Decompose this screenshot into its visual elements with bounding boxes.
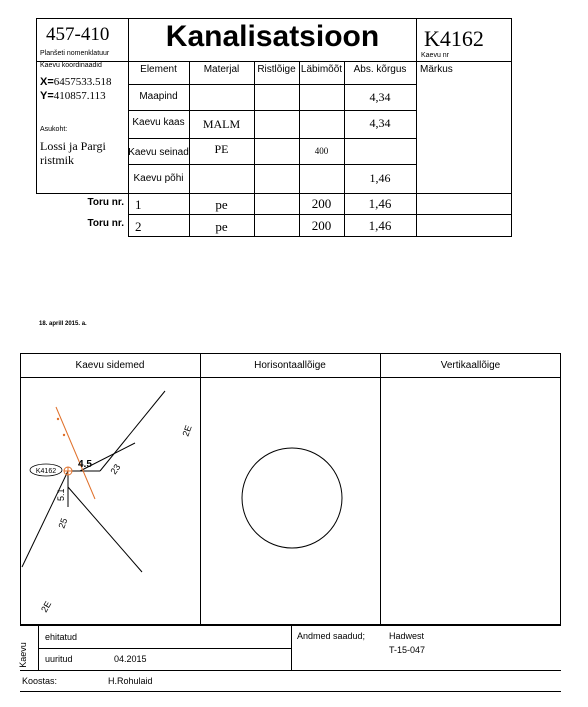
location-line2: ristmik [40,153,75,167]
pipe-label-top: 2E [180,423,194,438]
row-height: 4,34 [369,116,391,130]
well-label: Kaevu nr [421,52,450,59]
header-cross-section: Ristlõige [257,64,296,75]
coord-y-prefix: Y= [40,90,54,102]
plan-label: Planšeti nomenklatuur [40,50,110,57]
horizontal-section [200,377,380,625]
row-element: Kaevu seinad [128,147,189,158]
pipe-height: 1,46 [368,218,392,233]
header-remarks: Märkus [420,64,453,75]
row-material: MALM [202,117,241,131]
panel-title-vertical: Vertikaallõige [440,360,501,371]
location-label: Asukoht: [40,126,68,133]
header-abs-height: Abs. kõrgus [353,64,407,75]
row-height: 1,46 [369,171,391,185]
panel-title-connections: Kaevu sidemed [75,360,145,371]
footer-built-label: ehitatud [45,632,78,642]
header-diameter: Läbimõõt [300,64,343,75]
coord-x-prefix: X= [40,76,54,88]
dimension-right: 4.5 [78,459,92,470]
pipe-label-25: 25 [56,516,70,530]
pipe-label: Toru nr. [87,218,124,229]
pipe-diameter: 200 [311,218,332,233]
panel-title-horizontal: Horisontaallõige [254,360,326,371]
footer-side-label: Kaevu [17,642,28,668]
coord-y-value: 410857.113 [53,90,106,102]
survey-line [56,407,95,499]
row-material: PE [214,142,229,156]
pipe-line-25 [68,487,142,572]
row-element: Maapind [139,91,178,102]
pipe-number: 1 [135,197,142,212]
pipe-line-23 [100,391,165,471]
plan-number: 457-410 [46,24,110,45]
footer-data-label: Andmed saadud; [297,631,366,641]
footer-data-source: Hadwest [389,631,425,641]
location-line1: Lossi ja Pargi [40,139,106,153]
survey-tick [57,418,59,420]
footer-author-label: Koostas: [22,676,58,686]
header-element: Element [140,64,177,75]
pipe-label-23: 23 [108,462,123,477]
footer-surveyed-label: uuritud [45,654,73,664]
header-material: Materjal [203,64,240,75]
pipe-number: 2 [135,219,142,234]
coords-label: Kaevu koordinaadid [40,62,102,69]
pipe-diameter: 200 [311,196,332,211]
dimension-down: 5.1 [56,488,66,501]
row-diameter: 400 [314,146,329,156]
row-element: Kaevu põhi [133,173,184,184]
pipe-label: Toru nr. [87,197,124,208]
footer-author-name: H.Rohulaid [108,676,153,686]
well-section-circle [242,448,342,548]
coord-x [40,76,112,88]
pipe-material: pe [215,197,228,212]
pipe-label-bottom: 2E [39,599,54,614]
survey-tick [63,434,65,436]
pipe-height: 1,46 [368,196,392,211]
connections-sketch [20,377,200,625]
footer-surveyed-date: 04.2015 [114,654,147,664]
well-id: K4162 [424,26,484,51]
page-title: Kanalisatsioon [165,20,380,53]
row-height: 4,34 [369,90,391,104]
document-date: 18. aprill 2015. a. [39,321,87,327]
pipe-material: pe [215,219,228,234]
coord-y [40,90,106,102]
row-element: Kaevu kaas [132,117,185,128]
coord-x-value: 6457533.518 [53,76,112,88]
well-tag: K4162 [35,468,57,475]
footer-data-code: T-15-047 [389,645,426,655]
